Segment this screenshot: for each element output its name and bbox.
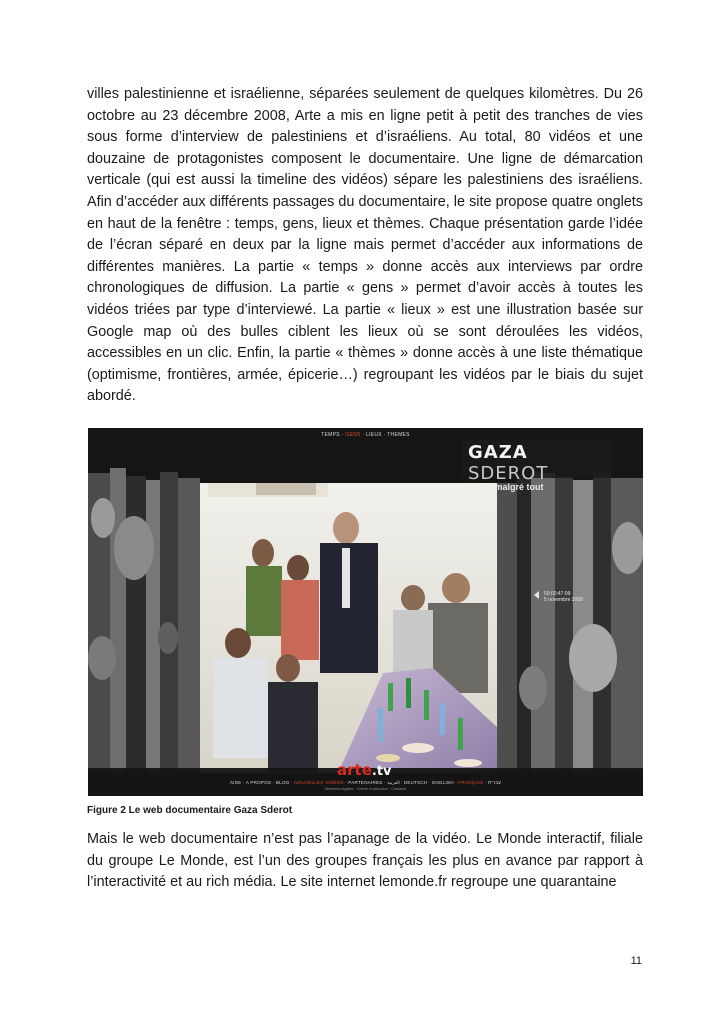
- nav-link-francais[interactable]: FRANÇAIS: [458, 780, 484, 785]
- nav-tab-gens[interactable]: GENS: [345, 432, 361, 438]
- nav-separator: ·: [343, 780, 349, 785]
- brand-sderot: SDEROT: [468, 463, 549, 484]
- gaza-sderot-logo: [468, 442, 608, 492]
- nav-separator: ·: [271, 780, 276, 785]
- arte-logo[interactable]: [337, 761, 392, 779]
- nav-tab-themes[interactable]: THEMES: [387, 432, 410, 438]
- brand-subtitle-plain: La vie: [468, 482, 493, 492]
- nav-separator: ·: [453, 780, 459, 785]
- brand-gaza: GAZA: [468, 442, 528, 463]
- arte-logo-name: arte: [337, 761, 372, 779]
- nav-link-partenaires[interactable]: PARTENAIRES: [348, 780, 383, 785]
- nav-link-nouvelles-videos[interactable]: NOUVELLES VIDÉOS: [294, 780, 344, 785]
- nav-separator: ·: [381, 432, 388, 438]
- nav-link-deutsch[interactable]: DEUTSCH: [403, 780, 428, 785]
- figure-screenshot-gaza-sderot: [88, 428, 643, 796]
- brand-subtitle: [468, 482, 608, 492]
- page-number: 11: [630, 955, 642, 967]
- nav-link-aide[interactable]: AIDE: [229, 780, 242, 785]
- timeline-marker-icon[interactable]: [534, 591, 539, 599]
- nav-link-english[interactable]: ENGLISH: [432, 780, 454, 785]
- nav-separator: ·: [289, 780, 295, 785]
- left-portrait-strips: [88, 468, 200, 773]
- body-paragraph: Mais le web documentaire n’est pas l’apanage de la vidéo. Le Monde interactif, filiale du groupe Le Monde, est l’un des groupes français les plus en avance par rapport à l’interactivité et au rich média. Le site internet lemonde.fr regroupe une quarantaine: [87, 831, 643, 891]
- nav-tab-temps[interactable]: TEMPS: [321, 432, 340, 438]
- figure-caption: Figure 2 Le web documentaire Gaza Sderot: [87, 805, 293, 816]
- timestamp-time: 00:00:47:99: [544, 591, 571, 597]
- nav-separator: ·: [360, 432, 366, 438]
- nav-link-a-propos[interactable]: A PROPOS: [245, 780, 272, 785]
- nav-link-hebrew[interactable]: עברית: [487, 780, 502, 785]
- nav-link-blog[interactable]: BLOG: [275, 780, 290, 785]
- timeline-timestamp: [544, 591, 583, 603]
- central-photo: [200, 483, 498, 773]
- brand-subtitle-bold: malgré tout: [494, 482, 544, 492]
- nav-tab-lieux[interactable]: LIEUX: [365, 432, 382, 438]
- timestamp-date: 5 novembre 2008: [544, 597, 583, 603]
- nav-separator: ·: [241, 780, 246, 785]
- site-top-nav: [88, 432, 643, 438]
- nav-separator: ·: [399, 780, 404, 785]
- arte-logo-suffix: .tv: [371, 764, 392, 779]
- nav-link-arabic[interactable]: العربية: [387, 780, 400, 785]
- nav-separator: ·: [382, 780, 388, 785]
- site-bottom-nav: [88, 780, 643, 786]
- right-portrait-strips: [494, 472, 643, 773]
- nav-separator: ·: [339, 432, 346, 438]
- body-paragraph: villes palestinienne et israélienne, séparées seulement de quelques kilomètres. Du 26 octobre au 23 décembre 2008, Arte a mis en ligne petit à petit des tranches de vies sous forme d’interview de palestiniens et d’israéliens. Au total, 80 vidéos et une douzaine de protagonistes composent le documentaire. Une ligne de démarcation verticale (qui est aussi la timeline des vidéos) sépare les palestiniens des israéliens. Afin d’accéder aux différents passages du documentaire, le site propose quatre onglets en haut de la fenêtre : temps, gens, lieux et thèmes. Chaque présentation garde l’idée de l’écran séparé en deux par la ligne mais permet d’accéder aux informations de différentes manières. La partie « temps » donne accès aux interviews par ordre chronologiques de diffusion. La partie « gens » permet d’avoir accès à toutes les vidéos triées par type d’interviewé. La partie « lieux » est une illustration basée sur Google map où des bulles ciblent les lieux où se sont déroulées les vidéos, accessibles en un clic. Enfin, la partie « thèmes » donne accès à une liste thématique (optimisme, frontières, armée, épicerie…) regroupant les vidéos par le biais du sujet abordé.: [87, 86, 643, 405]
- nav-separator: ·: [427, 780, 433, 785]
- nav-separator: ·: [483, 780, 488, 785]
- site-legal-links[interactable]: Mentions légales · Charte d'utilisation · Contacts: [324, 787, 407, 791]
